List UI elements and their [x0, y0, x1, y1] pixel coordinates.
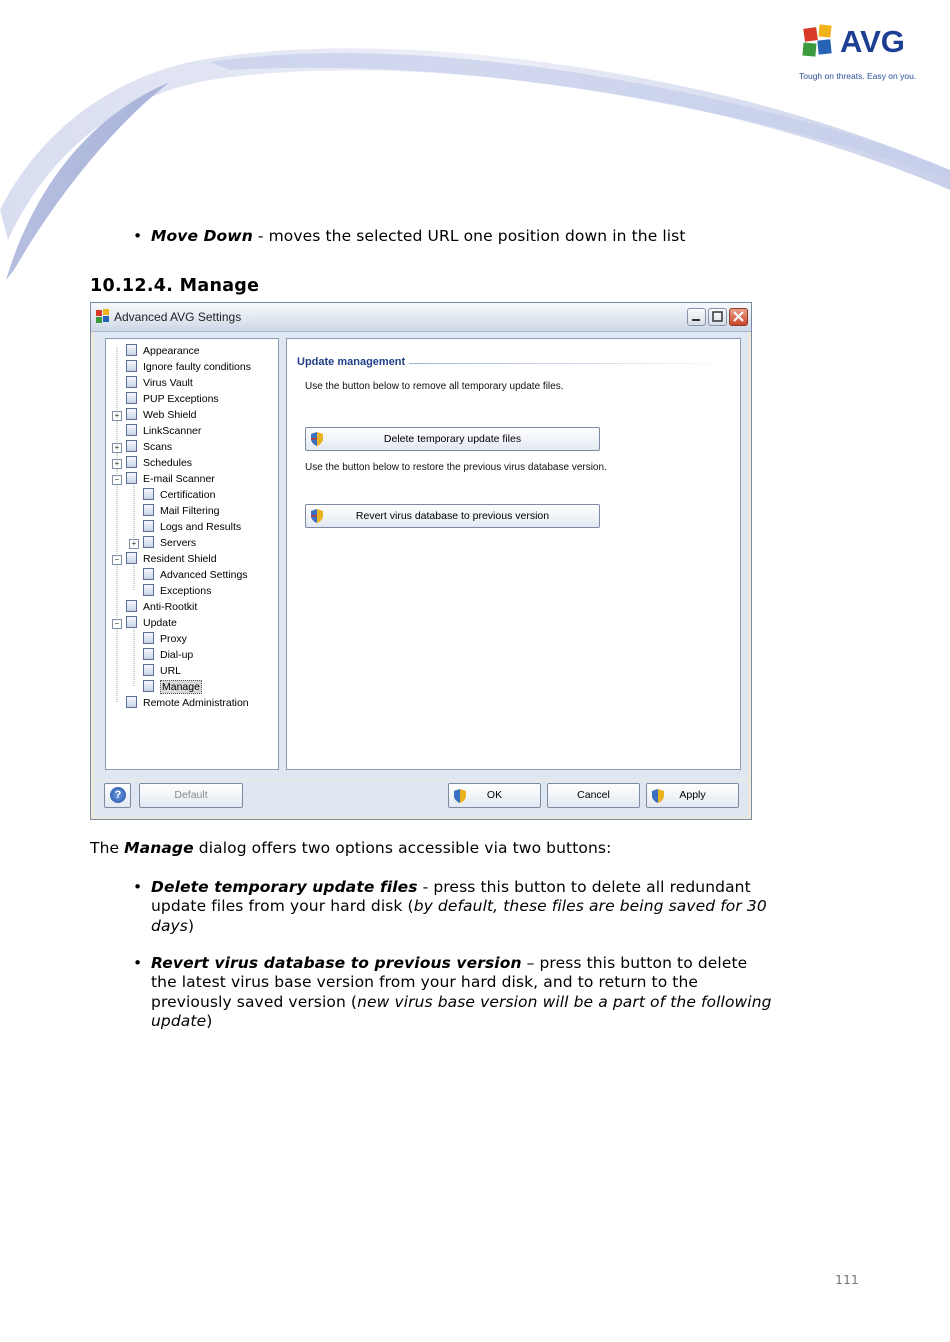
tree-item-mail-filtering[interactable]: Mail Filtering [143, 504, 220, 518]
settings-page-icon [126, 392, 137, 404]
settings-page-icon [126, 616, 137, 628]
settings-page-icon [143, 648, 154, 660]
tree-item-ignore-faulty-conditions[interactable]: Ignore faulty conditions [126, 360, 251, 374]
uac-shield-icon [311, 432, 323, 446]
tree-expander-servers[interactable]: + [129, 539, 139, 549]
help-button[interactable] [104, 783, 131, 808]
tree-item-anti-rootkit[interactable]: Anti-Rootkit [126, 600, 197, 614]
tree-expander-email-scanner[interactable]: − [112, 475, 122, 485]
tree-item-virus-vault[interactable]: Virus Vault [126, 376, 193, 390]
tree-item-advanced-settings[interactable]: Advanced Settings [143, 568, 248, 582]
settings-tree[interactable] [105, 338, 279, 770]
tree-item-dial-up[interactable]: Dial-up [143, 648, 193, 662]
tree-expander-web-shield[interactable]: + [112, 411, 122, 421]
bullet-mark: • [133, 954, 143, 972]
default-button[interactable]: Default [139, 783, 243, 808]
schedule-clock-icon [126, 456, 137, 468]
close-button[interactable] [729, 308, 748, 326]
settings-page-icon [126, 552, 137, 564]
apply-label: Apply [679, 789, 706, 801]
help-icon: ? [110, 787, 126, 803]
tree-item-certification[interactable]: Certification [143, 488, 215, 502]
cancel-button[interactable]: Cancel [547, 783, 640, 808]
tree-expander-scans[interactable]: + [112, 443, 122, 453]
intro-bullet-text [151, 227, 791, 246]
tree-item-linkscanner[interactable]: LinkScanner [126, 424, 201, 438]
tree-item-update[interactable]: Update [126, 616, 177, 630]
settings-page-icon [126, 600, 137, 612]
maximize-icon [709, 309, 726, 325]
bullet-mark: • [133, 227, 143, 245]
bullet-term: Move Down [151, 227, 253, 245]
settings-page-icon [143, 568, 154, 580]
servers-icon [143, 536, 154, 548]
tree-expander-schedules[interactable]: + [112, 459, 122, 469]
apply-button[interactable] [646, 783, 739, 808]
dialog-titlebar[interactable] [91, 303, 751, 332]
tree-expander-update[interactable]: − [112, 619, 122, 629]
update-management-panel [286, 338, 741, 770]
scan-magnifier-icon [126, 440, 137, 452]
tree-item-appearance[interactable]: Appearance [126, 344, 200, 358]
settings-page-icon [126, 360, 137, 372]
tree-item-logs-and-results[interactable]: Logs and Results [143, 520, 241, 534]
panel-title: Update management [297, 356, 406, 368]
settings-page-icon [143, 664, 154, 676]
description-term: Manage [124, 839, 194, 857]
settings-page-icon [126, 696, 137, 708]
bullet-delete-temporary-files: Delete temporary update files - press this button to delete all redundant update files from your hard disk (by default, these files are being saved for 30 days) [151, 878, 767, 935]
settings-page-icon [126, 424, 137, 436]
logo-tagline: Tough on threats. Easy on you. [799, 71, 917, 81]
ok-button[interactable] [448, 783, 541, 808]
tree-item-servers[interactable]: Servers [143, 536, 196, 550]
minimize-button[interactable] [687, 308, 706, 326]
tree-item-remote-administration[interactable]: Remote Administration [126, 696, 249, 710]
settings-page-icon [126, 344, 137, 356]
delete-temporary-update-files-button[interactable] [305, 427, 600, 451]
advanced-settings-dialog [90, 302, 752, 820]
settings-page-icon [143, 488, 154, 500]
dialog-footer [94, 781, 748, 817]
page-number: 111 [835, 1272, 859, 1287]
uac-shield-icon [652, 789, 664, 803]
panel-title-rule [409, 363, 735, 364]
uac-shield-icon [454, 789, 466, 803]
revert-virus-database-button[interactable] [305, 504, 600, 528]
delete-button-label: Delete temporary update files [383, 433, 522, 445]
manage-description: The Manage dialog offers two options accessible via two buttons: [90, 839, 612, 857]
settings-page-icon [143, 504, 154, 516]
tree-item-web-shield[interactable]: Web Shield [126, 408, 197, 422]
settings-page-icon [143, 632, 154, 644]
ok-label: OK [486, 789, 503, 801]
logo-wordmark: AVG [840, 24, 905, 59]
dialog-title: Advanced AVG Settings [114, 310, 242, 324]
tree-expander-resident-shield[interactable]: − [112, 555, 122, 565]
tree-item-proxy[interactable]: Proxy [143, 632, 187, 646]
close-icon [730, 309, 747, 325]
revert-instructions: Use the button below to restore the previous virus database version. [305, 462, 607, 473]
bullet-term: Revert virus database to previous version [151, 954, 522, 972]
dialog-body [94, 332, 748, 780]
tree-item-exceptions[interactable]: Exceptions [143, 584, 211, 598]
maximize-button[interactable] [708, 308, 727, 326]
settings-page-icon [143, 520, 154, 532]
bullet-description: - moves the selected URL one position down in the list [252, 227, 686, 245]
avg-app-icon [96, 309, 110, 323]
uac-shield-icon [311, 509, 323, 523]
bullet-revert-virus-database: Revert virus database to previous version – press this button to delete the latest virus base version from your hard disk, and to return to the previously saved version (new virus base version will be a part of the following update) [151, 954, 772, 1030]
tree-item-manage[interactable]: Manage [143, 680, 202, 694]
tree-item-pup-exceptions[interactable]: PUP Exceptions [126, 392, 219, 406]
tree-item-url[interactable]: URL [143, 664, 181, 678]
settings-page-icon [126, 376, 137, 388]
tree-item-schedules[interactable]: Schedules [126, 456, 192, 470]
settings-page-icon [126, 472, 137, 484]
tree-item-email-scanner[interactable]: E-mail Scanner [126, 472, 215, 486]
settings-page-icon [126, 408, 137, 420]
tree-item-resident-shield[interactable]: Resident Shield [126, 552, 217, 566]
section-heading: 10.12.4. Manage [90, 276, 260, 296]
settings-page-icon [143, 584, 154, 596]
tree-item-scans[interactable]: Scans [126, 440, 172, 454]
settings-page-icon [143, 680, 154, 692]
minimize-icon [688, 309, 705, 325]
revert-button-label: Revert virus database to previous version [355, 510, 550, 522]
bullet-term: Delete temporary update files [151, 878, 418, 896]
delete-instructions: Use the button below to remove all temporary update files. [305, 381, 564, 392]
bullet-mark: • [133, 878, 143, 896]
